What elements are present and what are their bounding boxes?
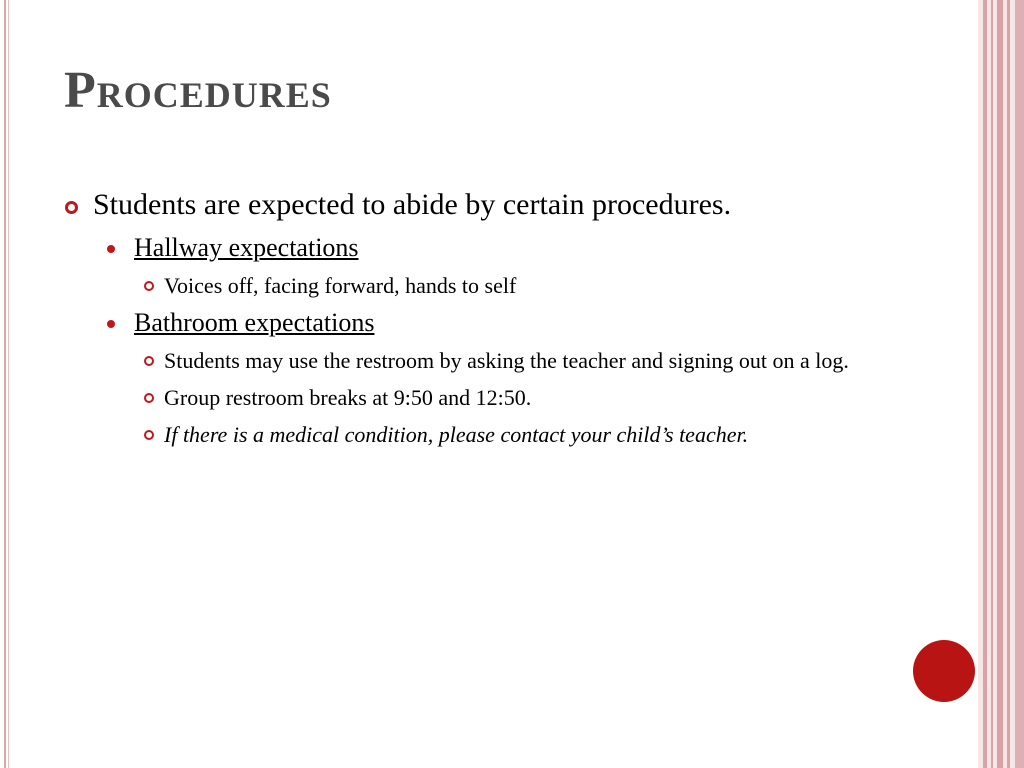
section-heading-text: Hallway expectations xyxy=(134,233,359,262)
dot-bullet-icon xyxy=(107,320,115,328)
right-stripe xyxy=(997,0,1003,768)
ring-bullet-icon xyxy=(65,201,78,214)
slide-title: Procedures xyxy=(64,62,332,119)
sub-bullet xyxy=(64,382,894,413)
right-stripe xyxy=(1015,0,1024,768)
section-heading-text: Bathroom expectations xyxy=(134,308,375,337)
dot-bullet-icon xyxy=(107,245,115,253)
right-stripe xyxy=(991,0,993,768)
sub-bullet-text: If there is a medical condition, please contact your child’s teacher. xyxy=(164,422,749,447)
right-stripe xyxy=(983,0,987,768)
sub-bullet-text: Voices off, facing forward, hands to self xyxy=(164,273,517,298)
ring-bullet-icon xyxy=(144,393,154,403)
left-border-line xyxy=(4,0,6,768)
bullet-text: Students are expected to abide by certain procedures. xyxy=(93,188,732,221)
right-stripe xyxy=(1007,0,1010,768)
decorative-red-circle xyxy=(913,640,975,702)
sub-bullet-text: Group restroom breaks at 9:50 and 12:50. xyxy=(164,385,532,410)
bullet-level1 xyxy=(64,186,894,224)
ring-bullet-icon xyxy=(144,281,154,291)
sub-bullet xyxy=(64,419,894,450)
slide-content xyxy=(64,186,894,456)
section-heading-bathroom xyxy=(64,307,894,339)
sub-bullet xyxy=(64,270,894,301)
sub-bullet xyxy=(64,345,894,376)
ring-bullet-icon xyxy=(144,356,154,366)
section-heading-hallway xyxy=(64,232,894,264)
ring-bullet-icon xyxy=(144,430,154,440)
sub-bullet-text: Students may use the restroom by asking the teacher and signing out on a log. xyxy=(164,348,849,373)
left-border-line-inner xyxy=(8,0,9,768)
